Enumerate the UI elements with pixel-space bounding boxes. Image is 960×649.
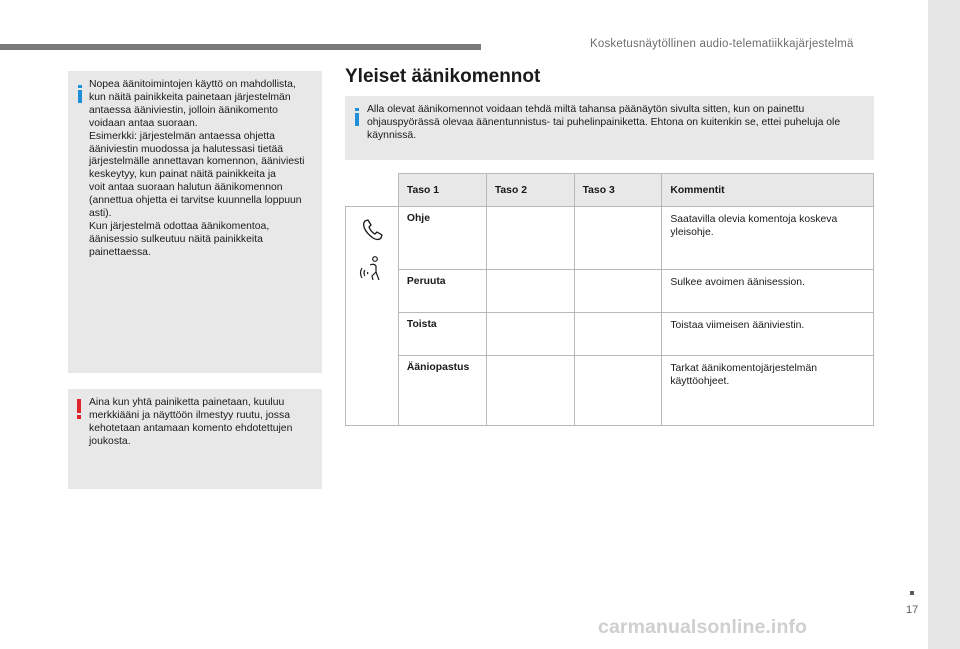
table-header-cell: Kommentit xyxy=(662,174,874,207)
info-line: ääniviestin muodossa ja halutessasi tietää xyxy=(89,143,284,155)
warning-icon xyxy=(77,399,82,419)
comment-line: Toistaa viimeisen ääniviestin. xyxy=(670,320,805,331)
info-line: Kun järjestelmä odottaa äänikomentoa, xyxy=(89,220,270,232)
warning-note-text xyxy=(89,397,318,449)
warning-note-box xyxy=(68,389,322,489)
info-line: Esimerkki: järjestelmän antaessa ohjetta xyxy=(89,130,275,142)
intro-text xyxy=(367,104,870,143)
level1-cell: Peruuta xyxy=(398,270,486,313)
intro-note-box xyxy=(345,96,874,160)
section-title: Yleiset äänikomennot xyxy=(345,66,541,87)
phone-handset-icon xyxy=(359,217,385,243)
warning-line: merkkiääni ja näyttöön ilmestyy ruutu, jossa xyxy=(89,409,290,421)
intro-line: ohjauspyörässä olevaa äänentunnistus- tai puhelinpainiketta. Ehtona on kuitenkin se, ettei puheluja ole xyxy=(367,116,841,128)
warning-line: joukosta. xyxy=(89,435,131,447)
level2-cell xyxy=(486,207,574,270)
info-note-text xyxy=(89,79,318,260)
info-note-box xyxy=(68,71,322,373)
voice-command-icon xyxy=(359,254,385,284)
table-header-row xyxy=(346,174,874,207)
comment-line: käyttöohjeet. xyxy=(670,376,730,387)
page-number: 17 xyxy=(906,604,919,616)
comment-line: Sulkee avoimen äänisession. xyxy=(670,277,805,288)
level3-cell xyxy=(574,356,662,426)
level2-cell xyxy=(486,270,574,313)
level3-cell xyxy=(574,313,662,356)
warning-line: Aina kun yhtä painiketta painetaan, kuuluu xyxy=(89,397,285,408)
comment-line: yleisohje. xyxy=(670,227,714,238)
voice-commands-table xyxy=(345,173,874,426)
info-line: kun näitä painikkeita painetaan järjestelmän xyxy=(89,91,291,103)
table-header-blank xyxy=(346,174,399,207)
info-line: järjestelmälle annettavan komennon, ääniviesti xyxy=(89,156,305,168)
info-line: voidaan antaa suoraan. xyxy=(89,117,198,129)
info-icon xyxy=(78,85,82,103)
table-header-cell: Taso 3 xyxy=(574,174,662,207)
intro-line: Alla olevat äänikomennot voidaan tehdä miltä tahansa päänäytön sivulta sitten, kun on painettu xyxy=(367,104,805,115)
warning-line: kehotetaan antamaan komento ehdotettujen xyxy=(89,422,293,434)
info-line: painettaessa. xyxy=(89,246,151,258)
info-line: antaessa ääniviestin, jolloin äänikomento xyxy=(89,104,278,116)
comment-cell xyxy=(662,207,874,270)
info-line: Nopea äänitoimintojen käyttö on mahdollista, xyxy=(89,79,296,90)
info-line: asti). xyxy=(89,208,112,220)
info-icon xyxy=(355,108,359,126)
level2-cell xyxy=(486,313,574,356)
table-header-cell: Taso 2 xyxy=(486,174,574,207)
table-header-cell: Taso 1 xyxy=(398,174,486,207)
table-row xyxy=(346,313,874,356)
comment-cell xyxy=(662,356,874,426)
info-line: voit antaa suoraan halutun äänikomennon xyxy=(89,182,283,194)
side-strip xyxy=(928,0,960,649)
level1-cell: Ääniopastus xyxy=(398,356,486,426)
level1-cell: Toista xyxy=(398,313,486,356)
page-header-title: Kosketusnäytöllinen audio-telematiikkajärjestelmä xyxy=(590,38,854,50)
table-row xyxy=(346,356,874,426)
comment-cell xyxy=(662,270,874,313)
header-rule xyxy=(0,44,481,50)
level2-cell xyxy=(486,356,574,426)
comment-line: Saatavilla olevia komentoja koskeva xyxy=(670,214,838,225)
info-line: (annettua ohjetta ei tarvitse kuunnella loppuun xyxy=(89,195,302,207)
table-row xyxy=(346,207,874,270)
level1-cell: Ohje xyxy=(398,207,486,270)
table-row xyxy=(346,270,874,313)
watermark: carmanualsonline.info xyxy=(598,616,808,638)
info-line: äänisessio sulkeutuu näitä painikkeita xyxy=(89,233,263,245)
button-icons-cell xyxy=(346,207,399,426)
comment-line: Tarkat äänikomentojärjestelmän xyxy=(670,363,818,374)
page-marker xyxy=(910,591,914,595)
intro-line: käynnissä. xyxy=(367,129,417,141)
level3-cell xyxy=(574,207,662,270)
comment-cell xyxy=(662,313,874,356)
level3-cell xyxy=(574,270,662,313)
info-line: keskeytyy, kun painat näitä painikkeita ja xyxy=(89,169,276,181)
